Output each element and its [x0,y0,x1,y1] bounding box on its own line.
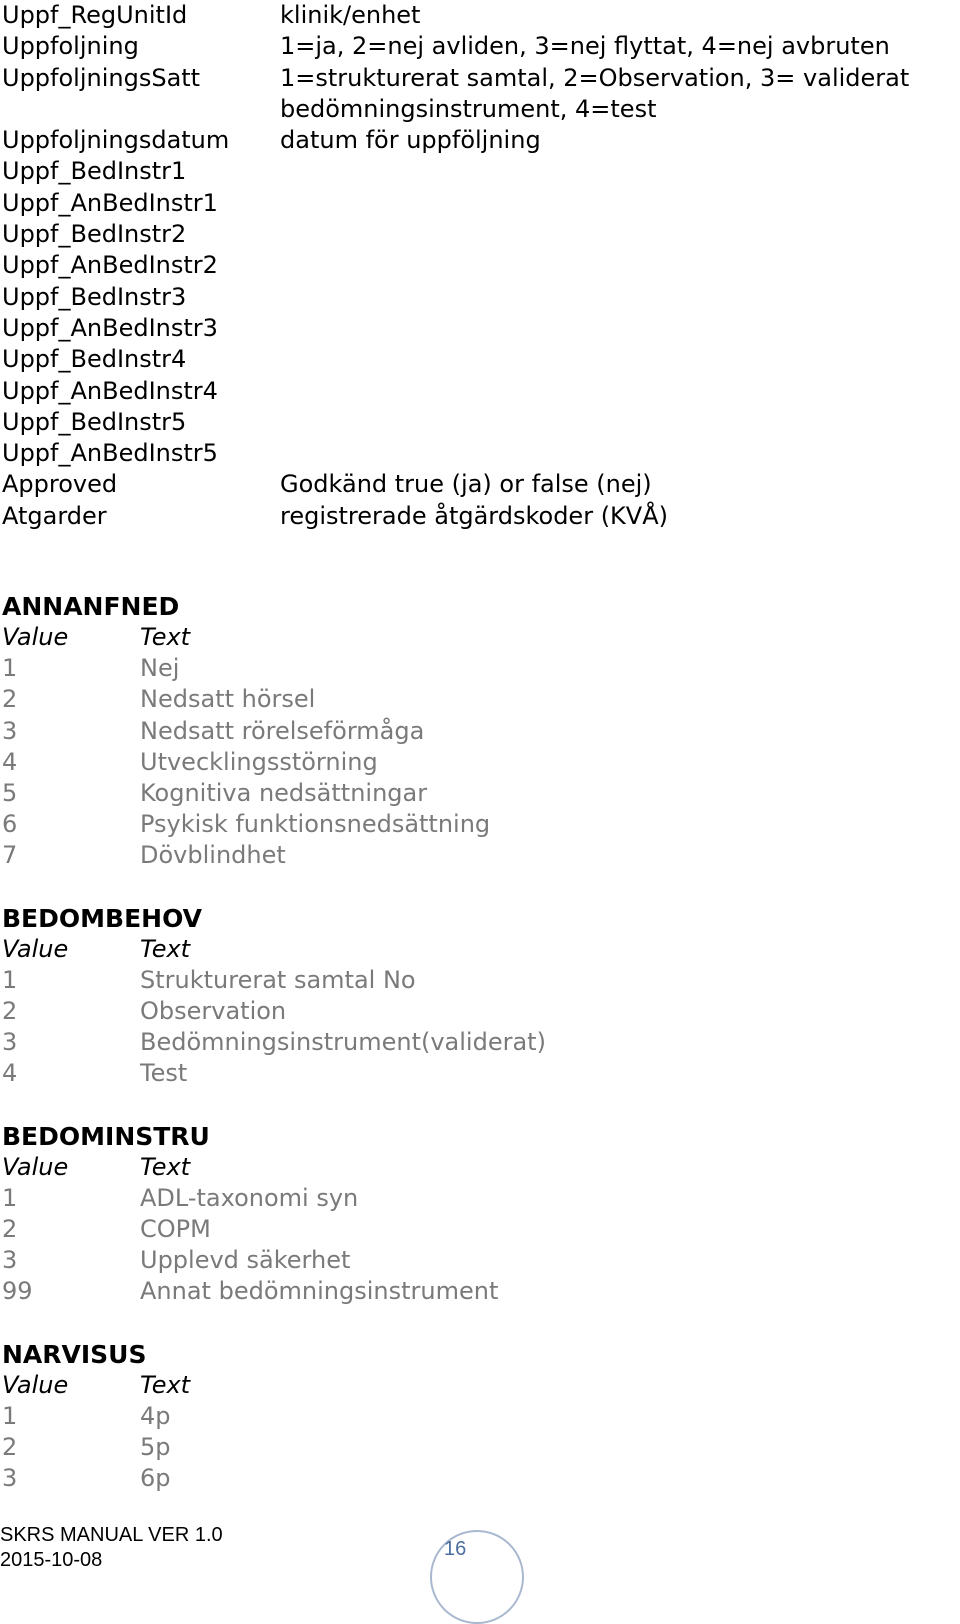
variable-description [280,313,909,344]
code-row [2,1058,546,1089]
code-text: ADL-taxonomi syn [140,1183,359,1212]
variable-name: Uppf_AnBedInstr2 [2,251,218,280]
variable-description [280,250,909,281]
variable-row [2,63,909,94]
page-number: 16 [444,1538,467,1560]
code-text: Dövblindhet [140,841,286,870]
code-text: Nedsatt hörsel [140,685,316,714]
header-value: Value [2,1152,69,1181]
variable-row [2,313,909,344]
variable-row [2,376,909,407]
variable-name: Uppf_BedInstr5 [2,407,187,436]
code-row [2,840,546,871]
code-value: 1 [2,1183,18,1212]
code-value: 3 [2,716,18,745]
variable-description: datum för uppföljning [280,126,541,155]
variable-name: Uppfoljning [2,32,139,61]
code-text: Annat bedömningsinstrument [140,1277,499,1306]
variable-description [280,219,909,250]
code-value: 1 [2,965,18,994]
code-value: 2 [2,1433,18,1462]
code-text: COPM [140,1215,211,1244]
variable-row [2,344,909,375]
code-text: Upplevd säkerhet [140,1246,351,1275]
variable-description: registrerade åtgärdskoder (KVÅ) [280,501,668,530]
variable-description [280,282,909,313]
header-text: Text [140,1370,191,1399]
variable-description: Godkänd true (ja) or false (nej) [280,470,652,499]
code-table-header [2,622,546,653]
code-row [2,1276,546,1307]
variable-row [2,188,909,219]
code-row [2,684,546,715]
variable-description [280,188,909,219]
code-row [2,1401,546,1432]
code-row [2,809,546,840]
variable-name: Approved [2,470,118,499]
variable-row [2,94,909,125]
variable-name: Uppf_AnBedInstr4 [2,376,218,405]
header-value: Value [2,623,69,651]
code-sections [2,591,546,1525]
variable-name: Uppf_AnBedInstr5 [2,439,218,468]
variable-name: Uppf_AnBedInstr1 [2,188,218,217]
code-text: Nej [140,654,180,683]
variable-list [2,0,909,532]
variable-description [280,344,909,375]
header-text: Text [140,1152,191,1181]
code-section-narvisus [2,1339,546,1495]
code-text: 5p [140,1433,171,1462]
code-section-bedominstru [2,1121,546,1308]
code-value: 3 [2,1028,18,1057]
code-row [2,1432,546,1463]
variable-name: UppfoljningsSatt [2,63,201,92]
header-value: Value [2,934,69,963]
section-title: BEDOMINSTRU [2,1121,210,1151]
header-value: Value [2,1370,69,1399]
footer [0,1523,223,1573]
variable-description [280,438,909,469]
variable-row [2,250,909,281]
variable-name: Uppf_BedInstr2 [2,220,187,249]
variable-row [2,0,909,31]
code-text: 4p [140,1401,171,1430]
variable-row [2,438,909,469]
code-row [2,1463,546,1494]
code-row [2,1214,546,1245]
code-row [2,1245,546,1276]
code-value: 3 [2,1246,18,1275]
footer-date: 2015-10-08 [0,1549,103,1571]
code-value: 4 [2,1059,18,1088]
code-value: 2 [2,1215,18,1244]
variable-row [2,219,909,250]
variable-name: Uppfoljningsdatum [2,126,230,155]
code-value: 7 [2,841,18,870]
code-row [2,996,546,1027]
code-text: Test [140,1059,188,1088]
variable-description [280,156,909,187]
code-section-bedombehov [2,903,546,1090]
code-text: Utvecklingsstörning [140,747,378,776]
code-text: Psykisk funktionsnedsättning [140,810,491,839]
code-value: 5 [2,779,18,808]
footer-manual-version: SKRS MANUAL VER 1.0 [0,1524,223,1546]
variable-description: 1=ja, 2=nej avliden, 3=nej flyttat, 4=nej avbruten [280,32,890,61]
code-text: Bedömningsinstrument(validerat) [140,1028,546,1057]
code-row [2,1027,546,1058]
code-row [2,778,546,809]
code-row [2,747,546,778]
variable-row [2,407,909,438]
code-table-header [2,1152,546,1183]
variable-name: Uppf_BedInstr3 [2,282,187,311]
variable-name: Uppf_RegUnitId [2,1,188,29]
code-text: Kognitiva nedsättningar [140,779,428,808]
variable-row [2,501,909,532]
code-value: 4 [2,747,18,776]
variable-row [2,469,909,500]
code-row [2,1183,546,1214]
variable-name: Uppf_BedInstr1 [2,157,187,186]
code-value: 3 [2,1464,18,1493]
code-table-header [2,1370,546,1401]
code-text: Observation [140,997,287,1026]
header-text: Text [140,623,191,651]
variable-description: klinik/enhet [280,1,421,29]
section-title: BEDOMBEHOV [2,903,202,933]
variable-description: 1=strukturerat samtal, 2=Observation, 3= validerat [280,63,910,92]
variable-name [2,94,280,125]
section-title: NARVISUS [2,1339,147,1369]
variable-row [2,125,909,156]
variable-row [2,31,909,62]
variable-description [280,376,909,407]
code-value: 2 [2,997,18,1026]
code-row [2,716,546,747]
variable-description [280,407,909,438]
code-value: 6 [2,810,18,839]
code-row [2,965,546,996]
variable-description: bedömningsinstrument, 4=test [280,94,657,123]
code-value: 1 [2,1401,18,1430]
code-value: 99 [2,1277,33,1306]
code-text: Strukturerat samtal No [140,965,416,994]
variable-row [2,282,909,313]
code-row [2,653,546,684]
code-value: 2 [2,685,18,714]
section-title: ANNANFNED [2,592,180,621]
code-section-annanfned [2,591,546,872]
variable-name: Atgarder [2,501,107,530]
variable-row [2,156,909,187]
code-text: Nedsatt rörelseförmåga [140,716,425,745]
code-value: 1 [2,654,18,683]
code-table-header [2,934,546,965]
variable-name: Uppf_BedInstr4 [2,345,187,374]
variable-name: Uppf_AnBedInstr3 [2,313,218,342]
code-text: 6p [140,1464,171,1493]
header-text: Text [140,934,191,963]
